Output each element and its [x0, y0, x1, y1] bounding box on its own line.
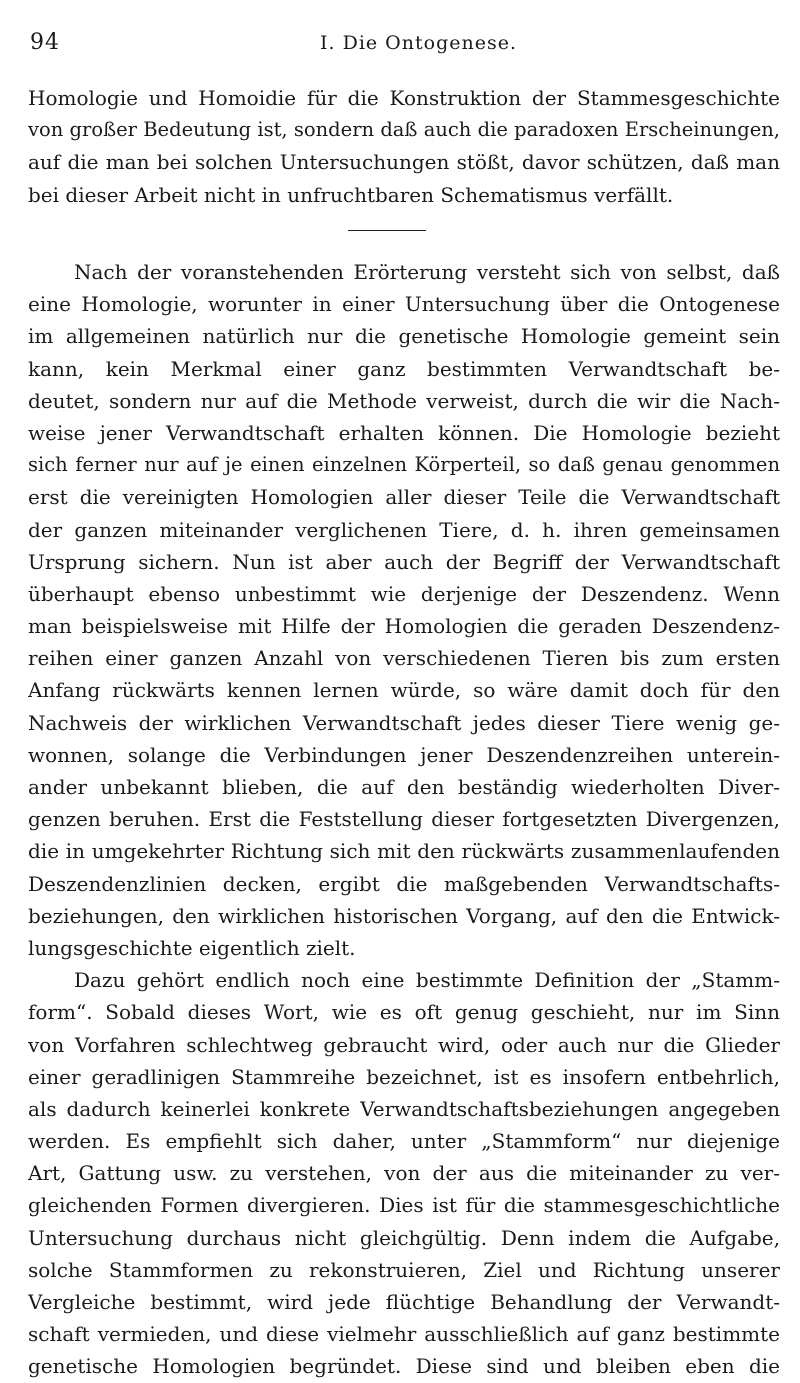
text-line: eine Homologie, worunter in einer Untersuchung über die Ontogenese — [28, 292, 780, 317]
text-line: ander unbekannt blieben, die auf den beständig wiederholten Diver- — [28, 775, 780, 799]
text-line: von Vorfahren schlechtweg gebraucht wird, oder auch nur die Glieder — [28, 1032, 780, 1057]
text-line: einer geradlinigen Stammreihe bezeichnet, ist es insofern entbehrlich, — [28, 1064, 780, 1089]
text-line: Untersuchung durchaus nicht gleichgültig. Denn indem die Aufgabe, — [28, 1225, 780, 1250]
text-line: von großer Bedeutung ist, sondern daß auch die paradoxen Erscheinungen, — [28, 118, 780, 142]
text-line: bei dieser Arbeit nicht in unfruchtbaren Schematismus verfällt. — [28, 182, 674, 207]
text-line: solche Stammformen zu rekonstruieren, Ziel und Richtung unserer — [28, 1257, 780, 1282]
text-line: Homologie und Homoidie für die Konstruktion der Stammesgeschichte — [28, 86, 780, 110]
text-line: werden. Es empfiehlt sich daher, unter „Stammform“ nur diejenige — [28, 1129, 780, 1154]
text-line: man beispielsweise mit Hilfe der Homologien die geraden Deszendenz- — [28, 614, 780, 639]
text-line: die in umgekehrter Richtung sich mit den rückwärts zusammenlaufenden — [28, 839, 780, 864]
text-line: kann, kein Merkmal einer ganz bestimmten Verwandtschaft be- — [28, 356, 780, 381]
text-line: überhaupt ebenso unbestimmt wie derjenige der Deszendenz. Wenn — [28, 581, 780, 606]
text-line: Nach der voranstehenden Erörterung versteht sich von selbst, daß — [74, 260, 780, 284]
text-line: genzen beruhen. Erst die Feststellung dieser fortgesetzten Divergenzen, — [28, 807, 780, 832]
text-line: genetische Homologien begründet. Diese sind und bleiben eben die — [28, 1354, 780, 1379]
running-head: I. Die Ontogenese. — [320, 32, 517, 54]
text-line: lungsgeschichte eigentlich zielt. — [28, 935, 356, 960]
intro-paragraph — [28, 82, 780, 211]
text-line: erst die vereinigten Homologien aller dieser Teile die Verwandtschaft — [28, 485, 780, 510]
text-line: Art, Gattung usw. zu verstehen, von der aus die miteinander zu ver- — [28, 1161, 780, 1186]
text-line: reihen einer ganzen Anzahl von verschiedenen Tieren bis zum ersten — [28, 646, 780, 671]
text-line: sich ferner nur auf je einen einzelnen Körperteil, so daß genau genommen — [28, 453, 780, 477]
text-line: schaft vermieden, und diese vielmehr ausschließlich auf ganz bestimmte — [28, 1322, 780, 1347]
page-header — [30, 30, 775, 60]
text-line: Dazu gehört endlich noch eine bestimmte Definition der „Stamm- — [74, 968, 780, 993]
text-line: Ursprung sichern. Nun ist aber auch der Begriff der Verwandtschaft — [28, 549, 780, 574]
text-line: auf die man bei solchen Untersuchungen stößt, davor schützen, daß man — [28, 150, 780, 175]
text-line: Vergleiche bestimmt, wird jede flüchtige Behandlung der Verwandt- — [28, 1290, 780, 1314]
text-line: gleichenden Formen divergieren. Dies ist für die stammesgeschichtliche — [28, 1193, 780, 1218]
section-divider — [348, 230, 426, 231]
text-line: im allgemeinen natürlich nur die genetische Homologie gemeint sein — [28, 324, 780, 349]
text-line: beziehungen, den wirklichen historischen Vorgang, auf den die Entwick- — [28, 903, 780, 928]
page-number: 94 — [30, 30, 60, 55]
body-paragraphs — [28, 256, 780, 1383]
text-line: form“. Sobald dieses Wort, wie es oft genug geschieht, nur im Sinn — [28, 1000, 780, 1025]
text-line: weise jener Verwandtschaft erhalten können. Die Homologie bezieht — [28, 420, 780, 445]
text-line: der ganzen miteinander verglichenen Tiere, d. h. ihren gemeinsamen — [28, 517, 780, 542]
text-line: Deszendenzlinien decken, ergibt die maßgebenden Verwandtschafts- — [28, 871, 780, 896]
text-line: als dadurch keinerlei konkrete Verwandtschaftsbeziehungen angegeben — [28, 1096, 780, 1121]
text-line: Nachweis der wirklichen Verwandtschaft jedes dieser Tiere wenig ge- — [28, 710, 780, 735]
text-line: Anfang rückwärts kennen lernen würde, so wäre damit doch für den — [28, 678, 780, 703]
text-line: deutet, sondern nur auf die Methode verweist, durch die wir die Nach- — [28, 388, 780, 413]
text-line: wonnen, solange die Verbindungen jener Deszendenzreihen unterein- — [28, 742, 780, 767]
